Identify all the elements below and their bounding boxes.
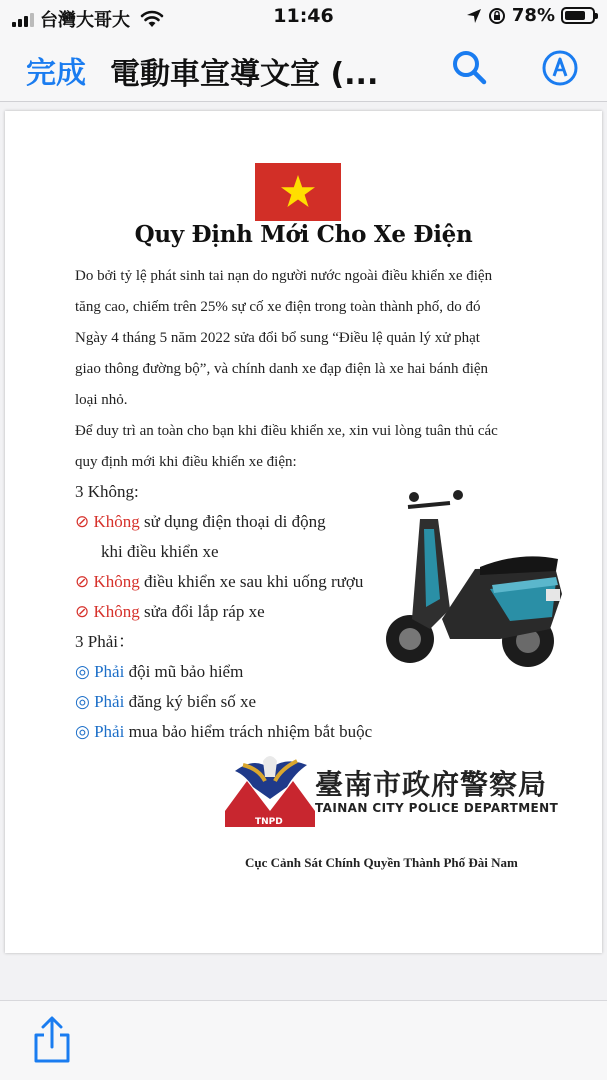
intro-line: Do bởi tỷ lệ phát sinh tai nạn do người nước ngoài điều khiển xe điện <box>75 268 493 284</box>
no-item <box>75 507 326 537</box>
no-keyword: Không <box>93 512 140 531</box>
markup-button[interactable] <box>540 48 580 88</box>
prohibited-icon: ⊘ <box>75 512 90 531</box>
document-footer: Cục Cảnh Sát Chính Quyền Thành Phố Đài Nam <box>245 855 518 870</box>
document-title: 電動車宣導文宣 (... <box>110 57 379 92</box>
must-item-text: đội mũ bảo hiểm <box>124 662 244 681</box>
prohibited-icon: ⊘ <box>75 572 90 591</box>
intro-line: giao thông đường bộ”, và chính danh xe đạp điện là xe hai bánh điện <box>75 361 489 377</box>
document-page <box>5 111 602 953</box>
police-name-english: TAINAN CITY POLICE DEPARTMENT <box>315 801 559 815</box>
electric-scooter-image <box>380 489 570 679</box>
bullseye-icon: ◎ <box>75 692 90 711</box>
police-emblem <box>225 751 315 831</box>
search-button[interactable] <box>450 48 490 88</box>
no-item-continuation: khi điều khiển xe <box>101 542 219 561</box>
no-item-text: sửa đổi lắp ráp xe <box>139 602 265 621</box>
markup-icon <box>540 48 580 88</box>
intro-line: tăng cao, chiếm trên 25% sự cố xe điện trong toàn thành phố, do đó <box>75 299 481 315</box>
no-item-text: sử dụng điện thoại di động <box>139 512 326 531</box>
three-must-heading: 3 Phải： <box>75 632 135 651</box>
no-keyword: Không <box>93 572 140 591</box>
document-viewer[interactable] <box>0 103 607 1003</box>
intro-line: loại nhỏ. <box>75 392 128 408</box>
done-button[interactable]: 完成 <box>26 48 86 92</box>
intro-text <box>75 261 535 478</box>
battery-percent: 78% <box>511 5 555 26</box>
intro-line: Để duy trì an toàn cho bạn khi điều khiển xe, xin vui lòng tuân thủ các <box>75 423 498 439</box>
must-item <box>75 687 256 717</box>
status-bar <box>0 0 607 36</box>
star-icon <box>280 174 316 210</box>
share-icon <box>30 1015 74 1065</box>
search-icon <box>450 48 490 88</box>
must-item-text: đăng ký biển số xe <box>124 692 257 711</box>
must-keyword: Phải <box>94 722 125 741</box>
must-item <box>75 657 243 687</box>
three-no-heading: 3 Không: <box>75 482 139 501</box>
no-item-text: điều khiển xe sau khi uống rượu <box>139 572 364 591</box>
emblem-text: TNPD <box>255 817 283 827</box>
bullseye-icon: ◎ <box>75 662 90 681</box>
must-item <box>75 717 372 747</box>
intro-line: quy định mới khi điều khiển xe điện: <box>75 454 297 470</box>
battery-icon <box>561 7 595 24</box>
police-name-chinese: 臺南市政府警察局 <box>315 768 548 801</box>
status-time: 11:46 <box>273 5 334 27</box>
must-keyword: Phải <box>94 662 125 681</box>
no-keyword: Không <box>93 602 140 621</box>
bottom-toolbar <box>0 1000 607 1080</box>
battery-fill <box>565 11 585 20</box>
location-arrow-icon <box>466 8 482 24</box>
rotation-lock-icon <box>488 7 506 25</box>
must-item-text: mua bảo hiểm trách nhiệm bắt buộc <box>124 722 373 741</box>
nav-bar <box>0 36 607 102</box>
status-right <box>466 5 595 26</box>
prohibited-icon: ⊘ <box>75 602 90 621</box>
must-keyword: Phải <box>94 692 125 711</box>
share-button[interactable] <box>30 1015 74 1065</box>
bullseye-icon: ◎ <box>75 722 90 741</box>
no-item <box>75 597 265 627</box>
no-item <box>75 567 363 597</box>
document-heading: Quy Định Mới Cho Xe Điện <box>134 221 473 248</box>
carrier-name: 台灣大哥大 <box>40 10 130 31</box>
vietnam-flag <box>255 163 341 221</box>
intro-line: Ngày 4 tháng 5 năm 2022 sửa đổi bổ sung “Điều lệ quản lý xử phạt <box>75 330 480 346</box>
